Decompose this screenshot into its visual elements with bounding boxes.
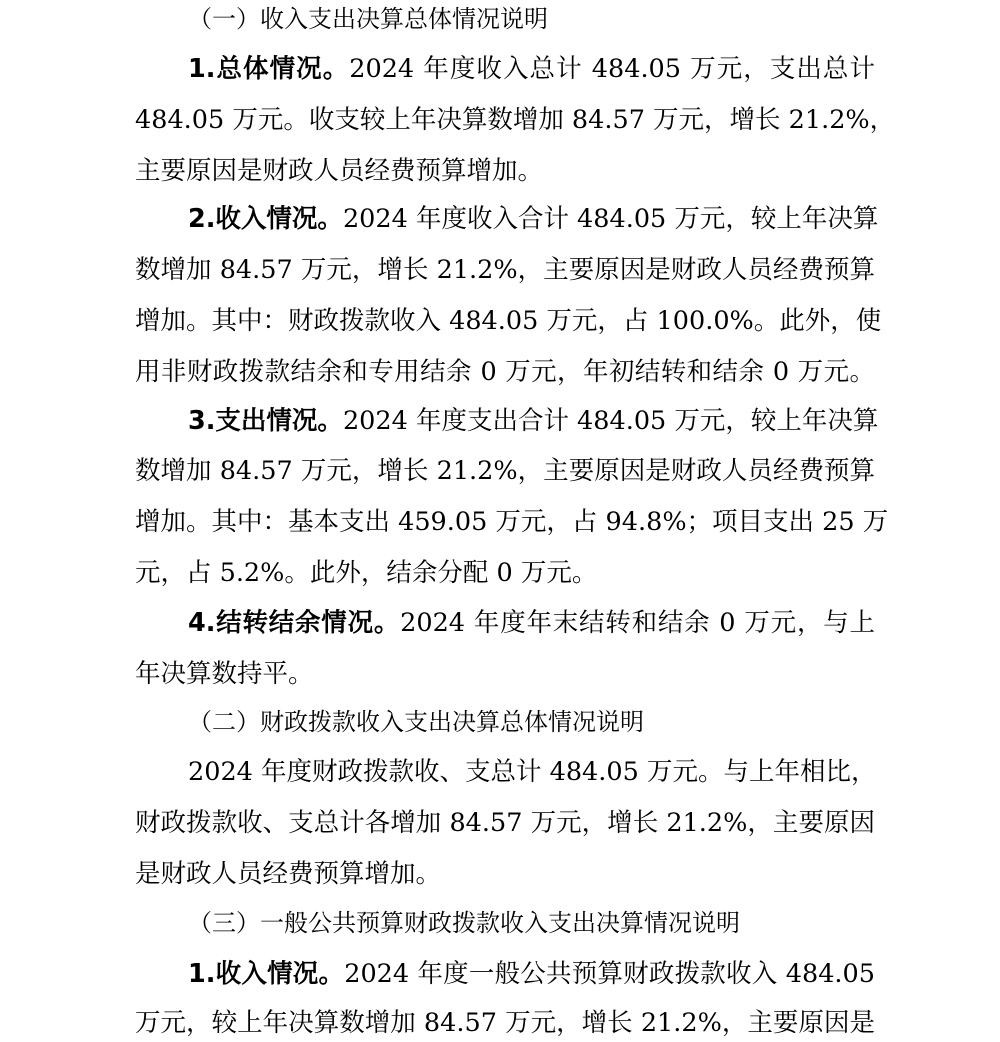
overall-text-1: 2024 年度收入总计 484.05 万元，支出总计 bbox=[349, 54, 875, 84]
section-2-heading bbox=[188, 703, 644, 741]
expense-para-line-2 bbox=[135, 452, 875, 490]
carryover-text-1: 2024 年度年末结转和结余 0 万元，与上 bbox=[400, 608, 875, 638]
general-budget-text-2: 万元，较上年决算数增加 84.57 万元，增长 21.2%，主要原因是 bbox=[135, 1008, 875, 1038]
overall-text-3: 主要原因是财政人员经费预算增加。 bbox=[135, 156, 544, 186]
general-budget-text-1: 2024 年度一般公共预算财政拨款收入 484.05 bbox=[344, 959, 875, 989]
income-text-2: 数增加 84.57 万元，增长 21.2%，主要原因是财政人员经费预算 bbox=[135, 255, 875, 285]
expense-para-line-1 bbox=[188, 402, 879, 440]
overall-lead: 1.总体情况。 bbox=[188, 54, 350, 84]
overall-para-line-1 bbox=[188, 50, 875, 88]
income-para-line-4 bbox=[135, 353, 875, 391]
general-budget-lead: 1.收入情况。 bbox=[188, 959, 345, 989]
section-3-heading-text: （三）一般公共预算财政拨款收入支出决算情况说明 bbox=[188, 909, 740, 937]
carryover-lead: 4.结转结余情况。 bbox=[188, 608, 401, 638]
fiscal-text-2: 财政拨款收、支总计各增加 84.57 万元，增长 21.2%，主要原因 bbox=[135, 808, 875, 838]
fiscal-text-1: 2024 年度财政拨款收、支总计 484.05 万元。与上年相比， bbox=[188, 757, 877, 787]
income-para-line-3 bbox=[135, 302, 882, 340]
general-budget-para-line-2 bbox=[135, 1004, 875, 1042]
carryover-text-2: 年决算数持平。 bbox=[135, 659, 314, 689]
carryover-para-line-1 bbox=[188, 604, 875, 642]
general-budget-para-line-1 bbox=[188, 955, 875, 993]
expense-para-line-3 bbox=[135, 503, 889, 541]
income-para-line-1 bbox=[188, 200, 879, 238]
section-1-heading bbox=[188, 0, 548, 38]
carryover-para-line-2 bbox=[135, 655, 875, 693]
expense-text-3: 增加。其中：基本支出 459.05 万元，占 94.8%；项目支出 25 万 bbox=[135, 507, 889, 537]
fiscal-para-line-1 bbox=[188, 753, 875, 791]
fiscal-text-3: 是财政人员经费预算增加。 bbox=[135, 859, 442, 889]
section-1-heading-text: （一）收入支出决算总体情况说明 bbox=[188, 5, 548, 33]
income-text-3: 增加。其中：财政拨款收入 484.05 万元，占 100.0%。此外，使 bbox=[135, 306, 882, 336]
income-para-line-2 bbox=[135, 251, 875, 289]
income-text-1: 2024 年度收入合计 484.05 万元，较上年决算 bbox=[342, 204, 879, 234]
expense-text-4: 元，占 5.2%。此外，结余分配 0 万元。 bbox=[135, 558, 598, 588]
expense-lead: 3.支出情况。 bbox=[188, 406, 343, 436]
overall-text-2: 484.05 万元。收支较上年决算数增加 84.57 万元，增长 21.2%， bbox=[135, 105, 896, 135]
expense-text-2: 数增加 84.57 万元，增长 21.2%，主要原因是财政人员经费预算 bbox=[135, 456, 875, 486]
income-lead: 2.收入情况。 bbox=[188, 204, 343, 234]
section-3-heading bbox=[188, 904, 740, 942]
overall-para-line-3 bbox=[135, 152, 875, 190]
section-2-heading-text: （二）财政拨款收入支出决算总体情况说明 bbox=[188, 708, 644, 736]
expense-para-line-4 bbox=[135, 554, 875, 592]
expense-text-1: 2024 年度支出合计 484.05 万元，较上年决算 bbox=[342, 406, 879, 436]
income-text-4: 用非财政拨款结余和专用结余 0 万元，年初结转和结余 0 万元。 bbox=[135, 357, 875, 387]
fiscal-para-line-2 bbox=[135, 804, 875, 842]
overall-para-line-2 bbox=[135, 101, 896, 139]
fiscal-para-line-3 bbox=[135, 855, 875, 893]
